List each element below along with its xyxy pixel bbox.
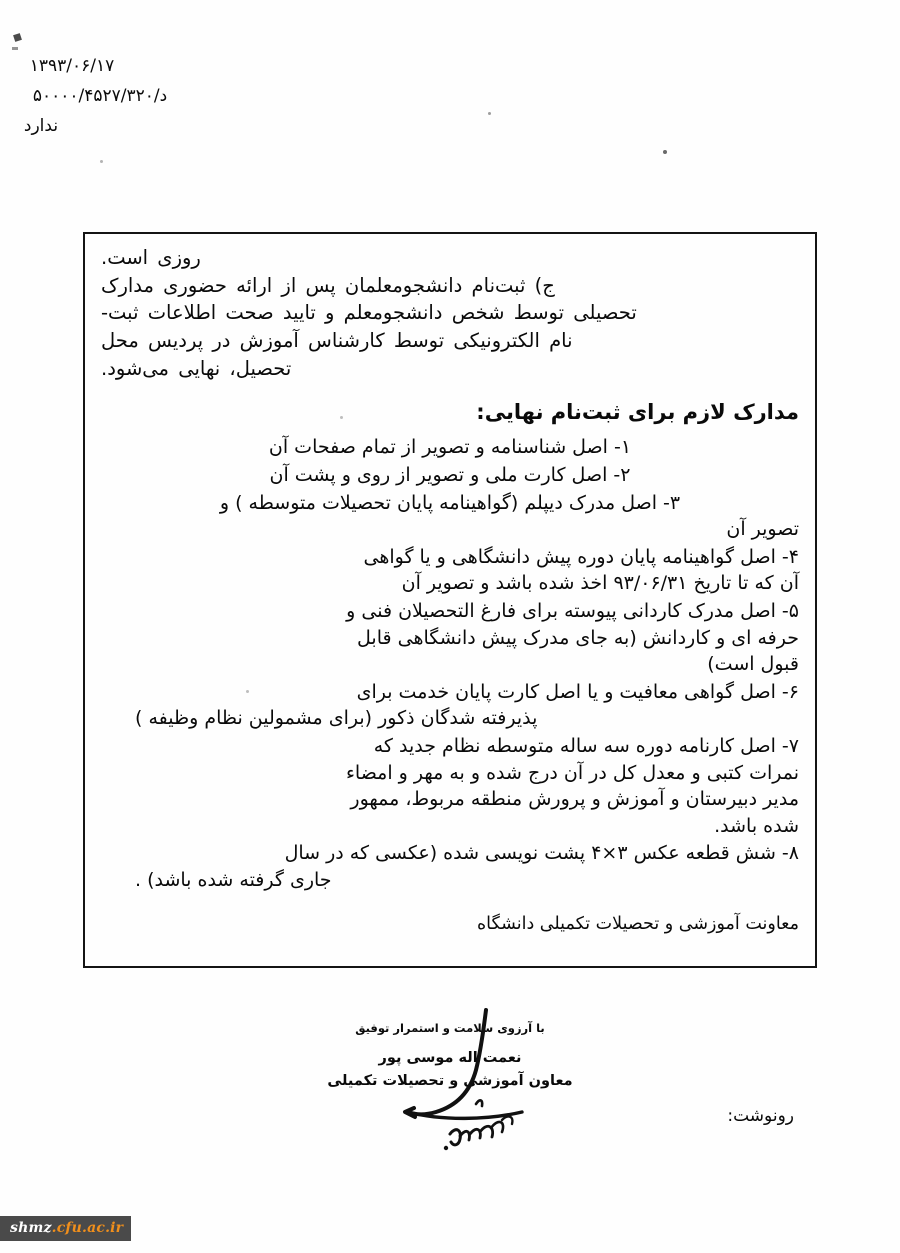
requirement-line: آن که تا تاریخ ۹۳/۰۶/۳۱ اخذ شده باشد و تصویر آن xyxy=(401,572,799,595)
requirement-line: ۶- اصل گواهی معافیت و یا اصل کارت پایان خدمت برای xyxy=(356,680,799,703)
signatory-name: نعمت اله موسی پور xyxy=(378,1049,522,1066)
requirement-line: ۳- اصل مدرک دیپلم (گواهینامه پایان تحصیلات متوسطه ) و xyxy=(219,491,681,514)
requirement-line: نمرات کتبی و معدل کل در آن درج شده و به مهر و امضاء xyxy=(345,761,799,784)
requirement-line: ۸- شش قطعه عکس ۳×۴ پشت نویسی شده (عکسی که در سال xyxy=(284,842,799,865)
watermark-primary: shmz xyxy=(10,1220,52,1236)
requirement-line: قبول است) xyxy=(707,653,799,676)
requirement-item-7 xyxy=(101,733,799,839)
requirement-line: شده باشد. xyxy=(714,814,799,837)
copy-to-label: رونوشت: xyxy=(727,1106,794,1126)
requirement-item-1 xyxy=(101,434,799,461)
requirement-item-4 xyxy=(101,544,799,597)
signature-block xyxy=(300,1020,600,1093)
header-date: ۱۳۹۳/۰۶/۱۷ xyxy=(29,56,115,76)
watermark-secondary: .cfu.ac.ir xyxy=(51,1220,124,1236)
requirement-line: ۱- اصل شناسنامه و تصویر از تمام صفحات آن xyxy=(268,436,632,459)
intro-line: تحصیل، نهایی می‌شود. xyxy=(101,356,292,380)
site-watermark xyxy=(0,1216,131,1241)
requirements-heading: مدارک لازم برای ثبت‌نام نهایی: xyxy=(476,400,799,425)
intro-line: ج) ثبت‌نام دانشجومعلمان پس از ارائه حضوری مدارک xyxy=(101,273,555,297)
intro-paragraph xyxy=(101,244,799,382)
requirement-item-3 xyxy=(101,490,799,543)
requirement-item-6 xyxy=(101,679,799,732)
scan-artifact-speck xyxy=(13,33,22,42)
requirement-item-2 xyxy=(101,462,799,489)
requirement-line: تصویر آن xyxy=(726,518,799,541)
requirement-item-8 xyxy=(101,840,799,893)
requirements-list xyxy=(101,434,799,893)
requirement-line: پذیرفته شدگان ذکور (برای مشمولین نظام وظیفه ) xyxy=(135,707,538,730)
requirement-line: مدیر دبیرستان و آموزش و پرورش منطقه مربوط، ممهور xyxy=(350,788,799,811)
signature-wish-text: با آرزوی سلامت و استمرار توفیق xyxy=(355,1021,545,1035)
scan-artifact-speck xyxy=(100,160,103,163)
requirement-line: حرفه ای و کاردانش (به جای مدرک پیش دانشگاهی قابل xyxy=(357,626,799,649)
document-header xyxy=(0,52,200,141)
requirement-line: ۷- اصل کارنامه دوره سه ساله متوسطه نظام جدید که xyxy=(373,734,799,757)
requirement-line: جاری گرفته شده باشد) . xyxy=(135,868,332,891)
scan-artifact-speck xyxy=(12,47,18,50)
intro-line: تحصیلی توسط شخص دانشجومعلم و تایید صحت اطلاعات ثبت- xyxy=(101,301,637,325)
intro-line: روزی است. xyxy=(101,246,201,269)
header-attachment: ندارد xyxy=(23,115,59,136)
requirement-line: ۴- اصل گواهینامه پایان دوره پیش دانشگاهی و یا گواهی xyxy=(363,545,799,568)
requirement-line: ۵- اصل مدرک کاردانی پیوسته برای فارغ التحصیلان فنی و xyxy=(346,600,799,622)
requirement-line: ۲- اصل کارت ملی و تصویر از روی و پشت آن xyxy=(269,464,631,487)
intro-line: نام الکترونیکی توسط کارشناس آموزش در پردیس محل xyxy=(101,329,573,353)
header-reference-number: د/۵۰۰۰۰/۴۵۲۷/۳۲۰ xyxy=(32,85,168,106)
scan-artifact-speck xyxy=(663,150,667,154)
signatory-title: معاون آموزشی و تحصیلات تکمیلی xyxy=(327,1073,573,1090)
closing-department-line: معاونت آموزشی و تحصیلات تکمیلی دانشگاه xyxy=(476,913,799,934)
scan-artifact-speck xyxy=(488,112,491,115)
document-body-box xyxy=(83,232,817,968)
requirement-item-5 xyxy=(101,598,799,678)
